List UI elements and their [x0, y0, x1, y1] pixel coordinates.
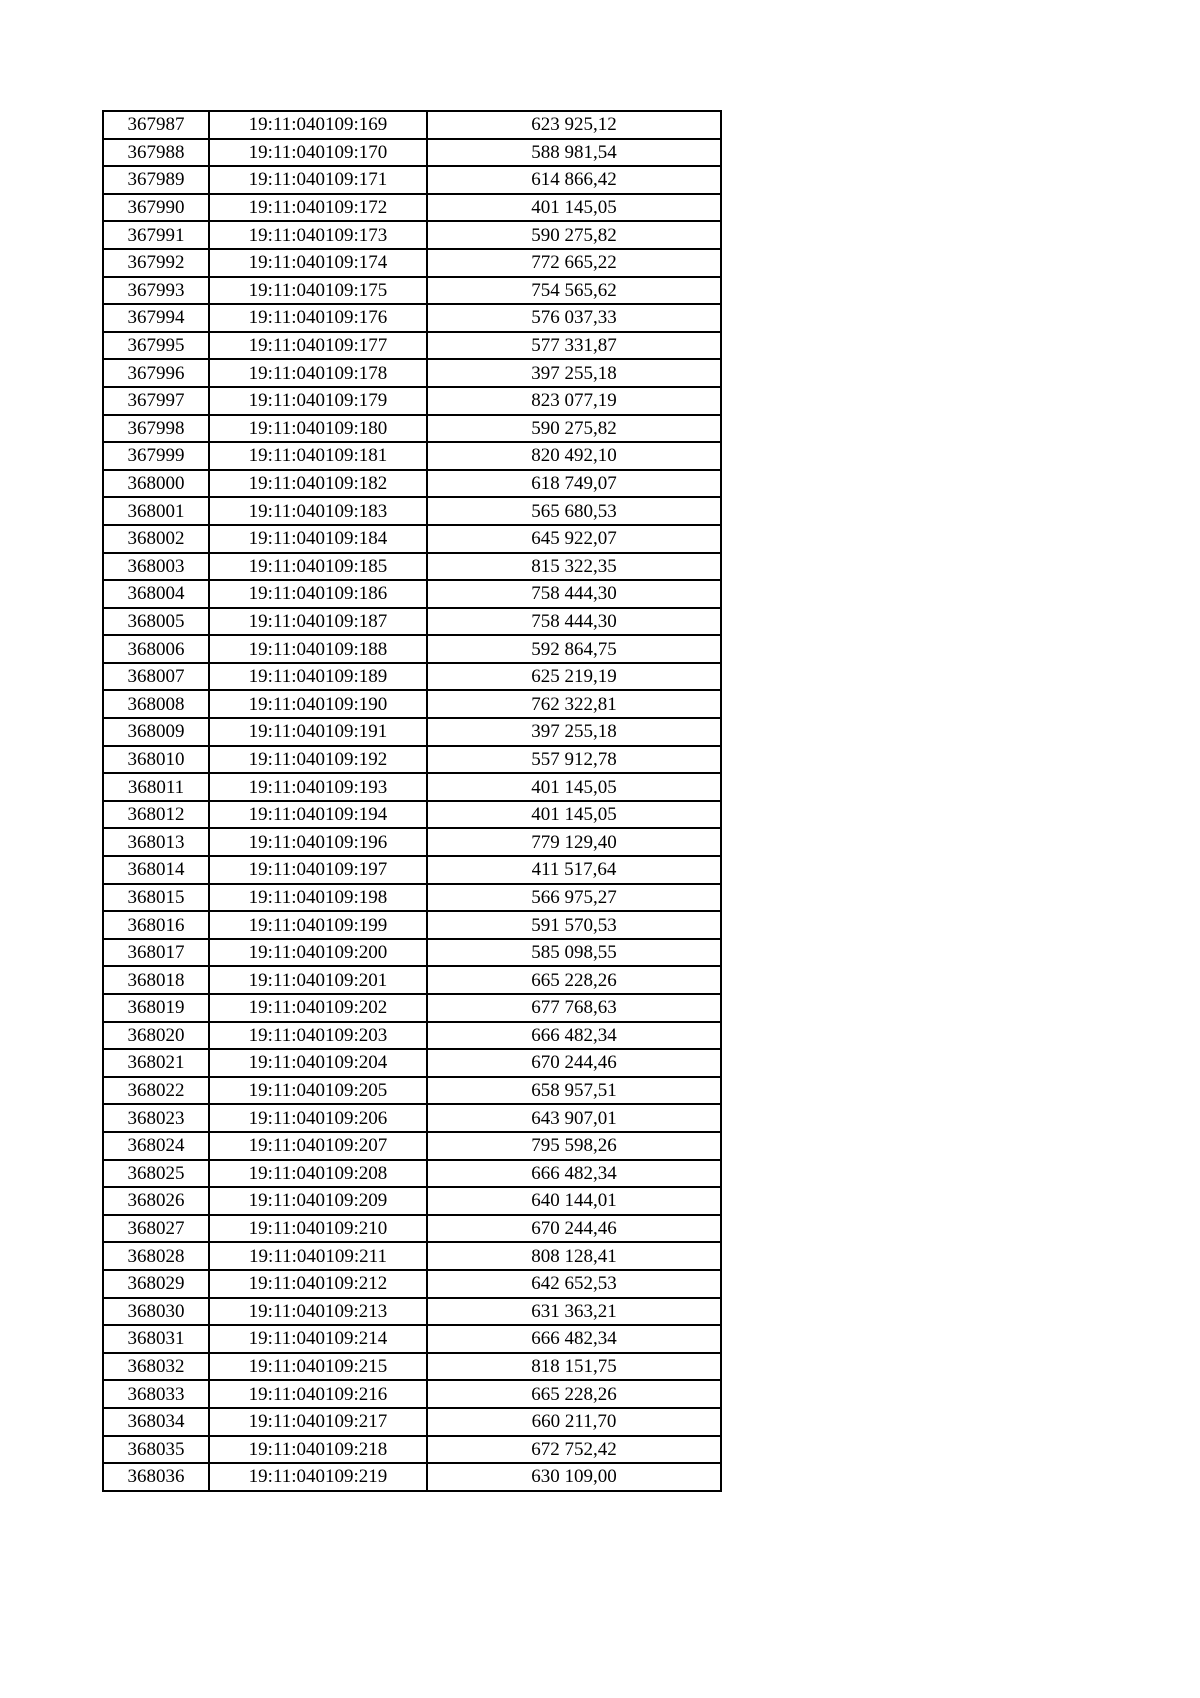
row-number-cell: 368019: [103, 994, 209, 1022]
row-number-cell: 368011: [103, 773, 209, 801]
table-row: [103, 884, 721, 912]
row-number-cell: 368007: [103, 663, 209, 691]
table-row: [103, 111, 721, 139]
row-number-cell: 367993: [103, 277, 209, 305]
table-row: [103, 1104, 721, 1132]
cadastral-number-cell: 19:11:040109:198: [209, 884, 427, 912]
value-cell: 591 570,53: [427, 911, 721, 939]
row-number-cell: 368013: [103, 828, 209, 856]
row-number-cell: 368004: [103, 580, 209, 608]
cadastral-number-cell: 19:11:040109:203: [209, 1022, 427, 1050]
value-cell: 592 864,75: [427, 635, 721, 663]
row-number-cell: 368029: [103, 1270, 209, 1298]
value-cell: 401 145,05: [427, 801, 721, 829]
cadastral-number-cell: 19:11:040109:209: [209, 1187, 427, 1215]
row-number-cell: 368006: [103, 635, 209, 663]
table-row: [103, 663, 721, 691]
row-number-cell: 367996: [103, 359, 209, 387]
cadastral-number-cell: 19:11:040109:179: [209, 387, 427, 415]
value-cell: 566 975,27: [427, 884, 721, 912]
table-row: [103, 387, 721, 415]
data-table: [102, 110, 722, 1492]
value-cell: 625 219,19: [427, 663, 721, 691]
row-number-cell: 368033: [103, 1380, 209, 1408]
row-number-cell: 368030: [103, 1298, 209, 1326]
cadastral-number-cell: 19:11:040109:169: [209, 111, 427, 139]
cadastral-number-cell: 19:11:040109:172: [209, 194, 427, 222]
row-number-cell: 368035: [103, 1436, 209, 1464]
table-row: [103, 994, 721, 1022]
value-cell: 666 482,34: [427, 1022, 721, 1050]
cadastral-number-cell: 19:11:040109:180: [209, 415, 427, 443]
table-row: [103, 1187, 721, 1215]
cadastral-number-cell: 19:11:040109:215: [209, 1353, 427, 1381]
cadastral-number-cell: 19:11:040109:200: [209, 939, 427, 967]
value-cell: 758 444,30: [427, 580, 721, 608]
value-cell: 630 109,00: [427, 1463, 721, 1491]
cadastral-number-cell: 19:11:040109:205: [209, 1077, 427, 1105]
row-number-cell: 368026: [103, 1187, 209, 1215]
cadastral-number-cell: 19:11:040109:171: [209, 166, 427, 194]
value-cell: 642 652,53: [427, 1270, 721, 1298]
table-row: [103, 939, 721, 967]
value-cell: 401 145,05: [427, 773, 721, 801]
value-cell: 401 145,05: [427, 194, 721, 222]
row-number-cell: 367999: [103, 442, 209, 470]
value-cell: 665 228,26: [427, 966, 721, 994]
value-cell: 754 565,62: [427, 277, 721, 305]
table-row: [103, 553, 721, 581]
row-number-cell: 367992: [103, 249, 209, 277]
row-number-cell: 368009: [103, 718, 209, 746]
cadastral-number-cell: 19:11:040109:211: [209, 1242, 427, 1270]
cadastral-number-cell: 19:11:040109:194: [209, 801, 427, 829]
value-cell: 758 444,30: [427, 608, 721, 636]
row-number-cell: 368016: [103, 911, 209, 939]
table-row: [103, 911, 721, 939]
value-cell: 672 752,42: [427, 1436, 721, 1464]
row-number-cell: 368005: [103, 608, 209, 636]
row-number-cell: 368023: [103, 1104, 209, 1132]
cadastral-number-cell: 19:11:040109:177: [209, 332, 427, 360]
table-row: [103, 718, 721, 746]
cadastral-number-cell: 19:11:040109:178: [209, 359, 427, 387]
table-row: [103, 1049, 721, 1077]
value-cell: 665 228,26: [427, 1380, 721, 1408]
table-row: [103, 690, 721, 718]
table-row: [103, 746, 721, 774]
value-cell: 658 957,51: [427, 1077, 721, 1105]
cadastral-number-cell: 19:11:040109:196: [209, 828, 427, 856]
table-row: [103, 1242, 721, 1270]
value-cell: 772 665,22: [427, 249, 721, 277]
cadastral-number-cell: 19:11:040109:190: [209, 690, 427, 718]
value-cell: 762 322,81: [427, 690, 721, 718]
table-row: [103, 221, 721, 249]
table-row: [103, 1408, 721, 1436]
cadastral-number-cell: 19:11:040109:181: [209, 442, 427, 470]
value-cell: 666 482,34: [427, 1160, 721, 1188]
cadastral-number-cell: 19:11:040109:186: [209, 580, 427, 608]
cadastral-number-cell: 19:11:040109:204: [209, 1049, 427, 1077]
row-number-cell: 367997: [103, 387, 209, 415]
row-number-cell: 368002: [103, 525, 209, 553]
value-cell: 795 598,26: [427, 1132, 721, 1160]
cadastral-number-cell: 19:11:040109:173: [209, 221, 427, 249]
table-row: [103, 856, 721, 884]
row-number-cell: 367990: [103, 194, 209, 222]
table-row: [103, 525, 721, 553]
value-cell: 660 211,70: [427, 1408, 721, 1436]
row-number-cell: 368027: [103, 1215, 209, 1243]
table-row: [103, 1463, 721, 1491]
cadastral-number-cell: 19:11:040109:217: [209, 1408, 427, 1436]
table-row: [103, 1077, 721, 1105]
row-number-cell: 367988: [103, 139, 209, 167]
table-row: [103, 304, 721, 332]
table-row: [103, 194, 721, 222]
row-number-cell: 367989: [103, 166, 209, 194]
cadastral-number-cell: 19:11:040109:202: [209, 994, 427, 1022]
table-row: [103, 1298, 721, 1326]
cadastral-number-cell: 19:11:040109:212: [209, 1270, 427, 1298]
row-number-cell: 368000: [103, 470, 209, 498]
value-cell: 588 981,54: [427, 139, 721, 167]
cadastral-number-cell: 19:11:040109:219: [209, 1463, 427, 1491]
value-cell: 818 151,75: [427, 1353, 721, 1381]
table-row: [103, 1132, 721, 1160]
cadastral-number-cell: 19:11:040109:193: [209, 773, 427, 801]
value-cell: 643 907,01: [427, 1104, 721, 1132]
cadastral-number-cell: 19:11:040109:214: [209, 1325, 427, 1353]
table-row: [103, 966, 721, 994]
cadastral-number-cell: 19:11:040109:191: [209, 718, 427, 746]
value-cell: 576 037,33: [427, 304, 721, 332]
cadastral-number-cell: 19:11:040109:182: [209, 470, 427, 498]
table-row: [103, 773, 721, 801]
value-cell: 645 922,07: [427, 525, 721, 553]
table-row: [103, 580, 721, 608]
value-cell: 631 363,21: [427, 1298, 721, 1326]
row-number-cell: 368018: [103, 966, 209, 994]
row-number-cell: 368022: [103, 1077, 209, 1105]
row-number-cell: 368034: [103, 1408, 209, 1436]
table-row: [103, 166, 721, 194]
value-cell: 557 912,78: [427, 746, 721, 774]
cadastral-number-cell: 19:11:040109:210: [209, 1215, 427, 1243]
table-row: [103, 1160, 721, 1188]
cadastral-number-cell: 19:11:040109:176: [209, 304, 427, 332]
row-number-cell: 367998: [103, 415, 209, 443]
document-page: [102, 110, 722, 1492]
cadastral-number-cell: 19:11:040109:192: [209, 746, 427, 774]
value-cell: 618 749,07: [427, 470, 721, 498]
value-cell: 823 077,19: [427, 387, 721, 415]
value-cell: 397 255,18: [427, 359, 721, 387]
value-cell: 590 275,82: [427, 221, 721, 249]
table-row: [103, 828, 721, 856]
value-cell: 670 244,46: [427, 1049, 721, 1077]
row-number-cell: 368017: [103, 939, 209, 967]
row-number-cell: 368028: [103, 1242, 209, 1270]
cadastral-number-cell: 19:11:040109:213: [209, 1298, 427, 1326]
cadastral-number-cell: 19:11:040109:218: [209, 1436, 427, 1464]
value-cell: 666 482,34: [427, 1325, 721, 1353]
table-row: [103, 635, 721, 663]
row-number-cell: 368032: [103, 1353, 209, 1381]
cadastral-number-cell: 19:11:040109:199: [209, 911, 427, 939]
value-cell: 623 925,12: [427, 111, 721, 139]
row-number-cell: 368001: [103, 497, 209, 525]
table-row: [103, 1353, 721, 1381]
cadastral-number-cell: 19:11:040109:185: [209, 553, 427, 581]
table-row: [103, 1022, 721, 1050]
table-row: [103, 497, 721, 525]
cadastral-number-cell: 19:11:040109:208: [209, 1160, 427, 1188]
table-row: [103, 1215, 721, 1243]
table-body: [103, 111, 721, 1491]
cadastral-number-cell: 19:11:040109:197: [209, 856, 427, 884]
cadastral-number-cell: 19:11:040109:184: [209, 525, 427, 553]
table-row: [103, 1436, 721, 1464]
cadastral-number-cell: 19:11:040109:188: [209, 635, 427, 663]
row-number-cell: 368014: [103, 856, 209, 884]
table-row: [103, 359, 721, 387]
value-cell: 815 322,35: [427, 553, 721, 581]
table-row: [103, 139, 721, 167]
row-number-cell: 368031: [103, 1325, 209, 1353]
row-number-cell: 368015: [103, 884, 209, 912]
value-cell: 590 275,82: [427, 415, 721, 443]
value-cell: 577 331,87: [427, 332, 721, 360]
table-row: [103, 277, 721, 305]
table-row: [103, 608, 721, 636]
row-number-cell: 368003: [103, 553, 209, 581]
value-cell: 779 129,40: [427, 828, 721, 856]
row-number-cell: 368025: [103, 1160, 209, 1188]
row-number-cell: 367991: [103, 221, 209, 249]
value-cell: 670 244,46: [427, 1215, 721, 1243]
row-number-cell: 368008: [103, 690, 209, 718]
table-row: [103, 801, 721, 829]
cadastral-number-cell: 19:11:040109:174: [209, 249, 427, 277]
table-row: [103, 249, 721, 277]
row-number-cell: 367994: [103, 304, 209, 332]
cadastral-number-cell: 19:11:040109:183: [209, 497, 427, 525]
value-cell: 677 768,63: [427, 994, 721, 1022]
table-row: [103, 1380, 721, 1408]
row-number-cell: 367995: [103, 332, 209, 360]
row-number-cell: 368012: [103, 801, 209, 829]
row-number-cell: 368010: [103, 746, 209, 774]
table-row: [103, 415, 721, 443]
value-cell: 585 098,55: [427, 939, 721, 967]
value-cell: 820 492,10: [427, 442, 721, 470]
value-cell: 565 680,53: [427, 497, 721, 525]
value-cell: 411 517,64: [427, 856, 721, 884]
cadastral-number-cell: 19:11:040109:201: [209, 966, 427, 994]
cadastral-number-cell: 19:11:040109:207: [209, 1132, 427, 1160]
table-row: [103, 332, 721, 360]
cadastral-number-cell: 19:11:040109:189: [209, 663, 427, 691]
row-number-cell: 368024: [103, 1132, 209, 1160]
row-number-cell: 368021: [103, 1049, 209, 1077]
row-number-cell: 368036: [103, 1463, 209, 1491]
cadastral-number-cell: 19:11:040109:206: [209, 1104, 427, 1132]
cadastral-number-cell: 19:11:040109:175: [209, 277, 427, 305]
cadastral-number-cell: 19:11:040109:216: [209, 1380, 427, 1408]
value-cell: 614 866,42: [427, 166, 721, 194]
value-cell: 808 128,41: [427, 1242, 721, 1270]
cadastral-number-cell: 19:11:040109:170: [209, 139, 427, 167]
table-row: [103, 1325, 721, 1353]
value-cell: 397 255,18: [427, 718, 721, 746]
table-row: [103, 1270, 721, 1298]
table-row: [103, 470, 721, 498]
table-row: [103, 442, 721, 470]
row-number-cell: 368020: [103, 1022, 209, 1050]
value-cell: 640 144,01: [427, 1187, 721, 1215]
row-number-cell: 367987: [103, 111, 209, 139]
cadastral-number-cell: 19:11:040109:187: [209, 608, 427, 636]
